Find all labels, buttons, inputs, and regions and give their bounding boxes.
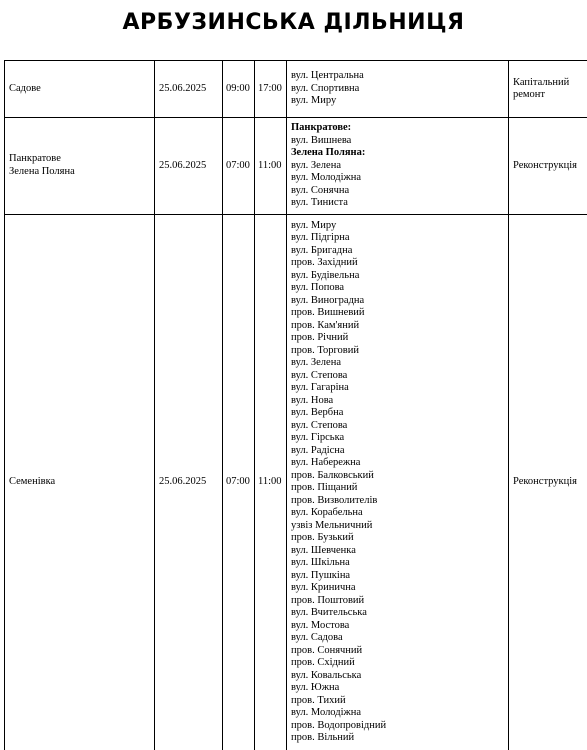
street-item: пров. Вільний xyxy=(291,732,504,745)
street-item: пров. Сонячний xyxy=(291,645,504,658)
street-item: вул. Вербна xyxy=(291,407,504,420)
time-to-cell: 11:00 xyxy=(255,118,287,215)
street-item: вул. Мостова xyxy=(291,620,504,633)
street-item: вул. Спортивна xyxy=(291,83,504,96)
reason-text: Реконструкція xyxy=(513,160,583,173)
time-to-cell: 17:00 xyxy=(255,61,287,118)
street-item: вул. Набережна xyxy=(291,457,504,470)
time-to-cell: 11:00 xyxy=(255,214,287,750)
street-item: вул. Вчительська xyxy=(291,607,504,620)
street-item: вул. Бригадна xyxy=(291,245,504,258)
street-item: вул. Тиниста xyxy=(291,197,504,210)
reason-cell xyxy=(509,61,587,118)
street-item: пров. Визволителів xyxy=(291,495,504,508)
street-item: пров. Балковський xyxy=(291,470,504,483)
street-item: пров. Піщаний xyxy=(291,482,504,495)
street-item: пров. Водопровідний xyxy=(291,720,504,733)
street-item: вул. Виноградна xyxy=(291,295,504,308)
street-group-heading: Зелена Поляна: xyxy=(291,147,504,160)
street-item: вул. Степова xyxy=(291,420,504,433)
page-title: АРБУЗИНСЬКА ДІЛЬНИЦЯ xyxy=(0,10,587,35)
streets-cell xyxy=(287,118,509,215)
locality-name: Садове xyxy=(9,83,150,96)
street-item: пров. Бузький xyxy=(291,532,504,545)
street-item: вул. Гірська xyxy=(291,432,504,445)
locality-name: Панкратове xyxy=(9,153,150,166)
street-item: вул. Шевченка xyxy=(291,545,504,558)
reason-cell xyxy=(509,214,587,750)
street-item: вул. Садова xyxy=(291,632,504,645)
street-item: вул. Вишнева xyxy=(291,135,504,148)
street-item: вул. Центральна xyxy=(291,70,504,83)
locality-cell xyxy=(5,214,155,750)
street-item: вул. Нова xyxy=(291,395,504,408)
street-item: вул. Корабельна xyxy=(291,507,504,520)
street-item: вул. Гагаріна xyxy=(291,382,504,395)
street-item: вул. Сонячна xyxy=(291,185,504,198)
street-item: вул. Молодіжна xyxy=(291,172,504,185)
street-item: вул. Молодіжна xyxy=(291,707,504,720)
street-item: вул. Степова xyxy=(291,370,504,383)
street-item: пров. Торговий xyxy=(291,345,504,358)
street-item: пров. Річний xyxy=(291,332,504,345)
street-item: вул. Шкільна xyxy=(291,557,504,570)
time-from-cell: 09:00 xyxy=(223,61,255,118)
date-cell: 25.06.2025 xyxy=(155,61,223,118)
street-item: вул. Южна xyxy=(291,682,504,695)
street-item: вул. Миру xyxy=(291,95,504,108)
table-row xyxy=(5,118,587,215)
streets-cell xyxy=(287,61,509,118)
street-item: вул. Попова xyxy=(291,282,504,295)
reason-cell xyxy=(509,118,587,215)
locality-cell xyxy=(5,61,155,118)
locality-cell xyxy=(5,118,155,215)
street-item: вул. Будівельна xyxy=(291,270,504,283)
outage-schedule-table xyxy=(4,60,587,750)
street-item: вул. Кринична xyxy=(291,582,504,595)
street-item: пров. Східний xyxy=(291,657,504,670)
street-item: вул. Підгірна xyxy=(291,232,504,245)
street-item: вул. Ковальська xyxy=(291,670,504,683)
street-item: узвіз Мельничний xyxy=(291,520,504,533)
street-item: пров. Поштовий xyxy=(291,595,504,608)
time-from-cell: 07:00 xyxy=(223,214,255,750)
street-item: пров. Вишневий xyxy=(291,307,504,320)
street-item: вул. Зелена xyxy=(291,357,504,370)
street-item: вул. Зелена xyxy=(291,160,504,173)
date-cell: 25.06.2025 xyxy=(155,118,223,215)
locality-name: Семенівка xyxy=(9,476,150,489)
street-item: вул. Миру xyxy=(291,220,504,233)
table-row xyxy=(5,214,587,750)
time-from-cell: 07:00 xyxy=(223,118,255,215)
street-item: вул. Радісна xyxy=(291,445,504,458)
reason-text: Капітальний xyxy=(513,77,583,90)
street-group-heading: Панкратове: xyxy=(291,122,504,135)
date-cell: 25.06.2025 xyxy=(155,214,223,750)
street-item: пров. Тихий xyxy=(291,695,504,708)
street-item: пров. Кам'яний xyxy=(291,320,504,333)
street-item: вул. Пушкіна xyxy=(291,570,504,583)
locality-name: Зелена Поляна xyxy=(9,166,150,179)
street-item: пров. Західний xyxy=(291,257,504,270)
table-row xyxy=(5,61,587,118)
reason-text: Реконструкція xyxy=(513,476,583,489)
streets-cell xyxy=(287,214,509,750)
reason-text: ремонт xyxy=(513,89,583,102)
